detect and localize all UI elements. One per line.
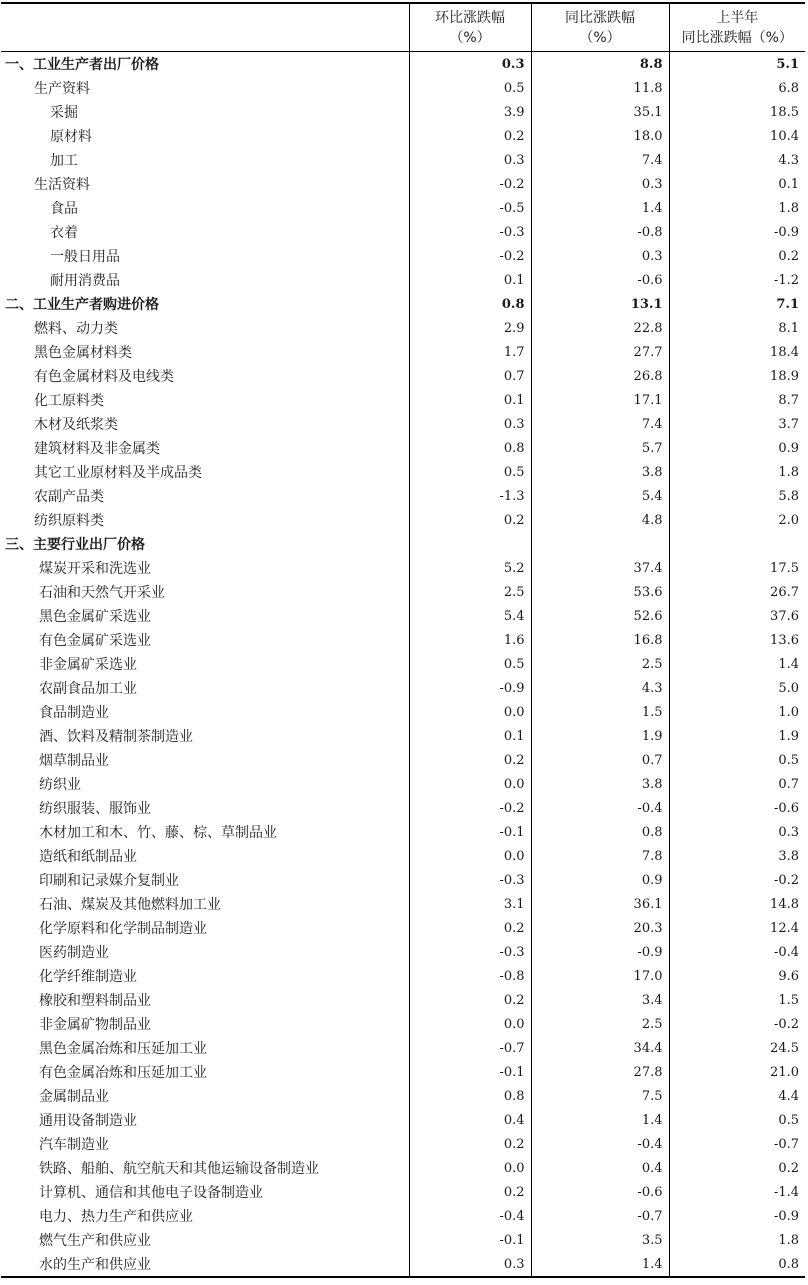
cell-half-year-yoy: 0.5 xyxy=(669,748,805,772)
table-row xyxy=(1,1228,805,1252)
cell-year-on-year: -0.7 xyxy=(531,1204,669,1228)
table-row xyxy=(1,676,805,700)
cell-month-on-month: 0.0 xyxy=(409,844,531,868)
table-row xyxy=(1,268,805,292)
cell-year-on-year: 53.6 xyxy=(531,580,669,604)
cell-year-on-year: 1.4 xyxy=(531,1108,669,1132)
row-label: 橡胶和塑料制品业 xyxy=(39,993,151,1009)
cell-month-on-month: 0.2 xyxy=(409,124,531,148)
table-row xyxy=(1,340,805,364)
cell-month-on-month: -0.4 xyxy=(409,1204,531,1228)
price-index-table-container xyxy=(1,2,807,1278)
row-label: 耐用消费品 xyxy=(50,273,120,289)
cell-year-on-year: -0.4 xyxy=(531,796,669,820)
header-ytd-line-1: 上半年 xyxy=(716,9,759,26)
row-label: 水的生产和供应业 xyxy=(39,1257,151,1273)
cell-half-year-yoy: 7.1 xyxy=(669,292,805,316)
row-label: 通用设备制造业 xyxy=(39,1113,137,1129)
cell-year-on-year: 7.8 xyxy=(531,844,669,868)
table-row xyxy=(1,100,805,124)
header-yoy-line-1: 同比涨跌幅 xyxy=(565,9,635,26)
cell-month-on-month: 0.1 xyxy=(409,268,531,292)
cell-month-on-month: -0.1 xyxy=(409,820,531,844)
cell-year-on-year: -0.4 xyxy=(531,1132,669,1156)
row-label: 二、工业生产者购进价格 xyxy=(5,297,159,313)
table-row xyxy=(1,412,805,436)
cell-month-on-month: 0.4 xyxy=(409,1108,531,1132)
cell-half-year-yoy: -0.9 xyxy=(669,220,805,244)
cell-month-on-month: -0.2 xyxy=(409,172,531,196)
cell-year-on-year: 1.4 xyxy=(531,196,669,220)
row-label: 食品制造业 xyxy=(39,705,109,721)
cell-month-on-month: 0.0 xyxy=(409,700,531,724)
header-year-on-year xyxy=(531,3,669,52)
cell-half-year-yoy: 21.0 xyxy=(669,1060,805,1084)
cell-half-year-yoy: 13.6 xyxy=(669,628,805,652)
header-month-on-month xyxy=(409,3,531,52)
cell-month-on-month: 0.0 xyxy=(409,1012,531,1036)
row-label: 其它工业原材料及半成品类 xyxy=(34,465,202,481)
row-label: 生活资料 xyxy=(34,177,90,193)
row-label: 纺织原料类 xyxy=(34,513,104,529)
table-row xyxy=(1,220,805,244)
cell-half-year-yoy: 0.7 xyxy=(669,772,805,796)
row-label: 一般日用品 xyxy=(50,249,120,265)
section-row xyxy=(1,292,805,316)
table-row xyxy=(1,940,805,964)
cell-half-year-yoy: 4.3 xyxy=(669,148,805,172)
table-row xyxy=(1,604,805,628)
row-label: 非金属矿采选业 xyxy=(39,657,137,673)
table-row xyxy=(1,460,805,484)
cell-month-on-month: 2.5 xyxy=(409,580,531,604)
cell-month-on-month: 0.3 xyxy=(409,1252,531,1277)
row-label: 一、工业生产者出厂价格 xyxy=(5,57,159,73)
row-label: 化工原料类 xyxy=(34,393,104,409)
header-yoy-line-2: （%） xyxy=(579,29,621,46)
table-row xyxy=(1,700,805,724)
table-header xyxy=(1,3,805,52)
cell-year-on-year: 5.7 xyxy=(531,436,669,460)
row-label: 农副食品加工业 xyxy=(39,681,137,697)
cell-month-on-month: -0.1 xyxy=(409,1060,531,1084)
cell-year-on-year: 8.8 xyxy=(531,52,669,77)
cell-half-year-yoy: 8.7 xyxy=(669,388,805,412)
cell-month-on-month: 0.2 xyxy=(409,916,531,940)
table-row xyxy=(1,772,805,796)
cell-half-year-yoy: 1.8 xyxy=(669,460,805,484)
cell-half-year-yoy: 37.6 xyxy=(669,604,805,628)
cell-half-year-yoy: 1.4 xyxy=(669,652,805,676)
cell-month-on-month: 0.2 xyxy=(409,748,531,772)
row-label: 食品 xyxy=(50,201,78,217)
cell-year-on-year: 3.5 xyxy=(531,1228,669,1252)
cell-year-on-year: -0.6 xyxy=(531,268,669,292)
table-row xyxy=(1,1036,805,1060)
cell-month-on-month: -0.3 xyxy=(409,868,531,892)
table-row xyxy=(1,964,805,988)
table-row xyxy=(1,388,805,412)
cell-half-year-yoy: 24.5 xyxy=(669,1036,805,1060)
cell-month-on-month: 5.2 xyxy=(409,556,531,580)
cell-month-on-month: 1.7 xyxy=(409,340,531,364)
cell-month-on-month: -0.2 xyxy=(409,796,531,820)
cell-year-on-year: 7.4 xyxy=(531,148,669,172)
cell-half-year-yoy: 12.4 xyxy=(669,916,805,940)
cell-half-year-yoy: -0.4 xyxy=(669,940,805,964)
cell-month-on-month: -0.3 xyxy=(409,220,531,244)
row-label: 医药制造业 xyxy=(39,945,109,961)
row-label: 酒、饮料及精制茶制造业 xyxy=(39,729,193,745)
table-row xyxy=(1,316,805,340)
row-label: 石油、煤炭及其他燃料加工业 xyxy=(39,897,221,913)
cell-half-year-yoy: 1.8 xyxy=(669,1228,805,1252)
cell-month-on-month: 0.5 xyxy=(409,76,531,100)
cell-year-on-year: 11.8 xyxy=(531,76,669,100)
cell-half-year-yoy: 1.0 xyxy=(669,700,805,724)
cell-half-year-yoy: 0.5 xyxy=(669,1108,805,1132)
cell-half-year-yoy: -0.2 xyxy=(669,868,805,892)
cell-month-on-month: 0.1 xyxy=(409,388,531,412)
table-row xyxy=(1,172,805,196)
cell-month-on-month: -0.3 xyxy=(409,940,531,964)
cell-year-on-year: 35.1 xyxy=(531,100,669,124)
cell-month-on-month: 0.2 xyxy=(409,508,531,532)
header-mom-line-1: 环比涨跌幅 xyxy=(435,9,505,26)
cell-year-on-year: 0.8 xyxy=(531,820,669,844)
table-row xyxy=(1,1084,805,1108)
cell-half-year-yoy: 1.5 xyxy=(669,988,805,1012)
cell-year-on-year: 0.3 xyxy=(531,172,669,196)
cell-year-on-year: -0.6 xyxy=(531,1180,669,1204)
header-item-name xyxy=(1,3,409,52)
cell-half-year-yoy: 5.8 xyxy=(669,484,805,508)
row-label: 木材及纸浆类 xyxy=(34,417,118,433)
row-label: 加工 xyxy=(50,153,78,169)
cell-month-on-month: 0.8 xyxy=(409,1084,531,1108)
row-label: 化学纤维制造业 xyxy=(39,969,137,985)
cell-year-on-year: 1.5 xyxy=(531,700,669,724)
row-label: 印刷和记录媒介复制业 xyxy=(39,873,179,889)
cell-year-on-year: 27.8 xyxy=(531,1060,669,1084)
row-label: 生产资料 xyxy=(34,81,90,97)
table-row xyxy=(1,1060,805,1084)
cell-year-on-year: 37.4 xyxy=(531,556,669,580)
cell-month-on-month: 3.1 xyxy=(409,892,531,916)
cell-year-on-year: 3.4 xyxy=(531,988,669,1012)
cell-half-year-yoy: 18.4 xyxy=(669,340,805,364)
table-row xyxy=(1,484,805,508)
table-row xyxy=(1,844,805,868)
cell-half-year-yoy: -1.2 xyxy=(669,268,805,292)
cell-month-on-month: -0.1 xyxy=(409,1228,531,1252)
cell-half-year-yoy: 26.7 xyxy=(669,580,805,604)
row-label: 化学原料和化学制品制造业 xyxy=(39,921,207,937)
cell-half-year-yoy: 5.1 xyxy=(669,52,805,77)
cell-half-year-yoy: 18.5 xyxy=(669,100,805,124)
cell-month-on-month: 0.5 xyxy=(409,652,531,676)
cell-year-on-year: 3.8 xyxy=(531,460,669,484)
table-row xyxy=(1,244,805,268)
cell-half-year-yoy: 1.8 xyxy=(669,196,805,220)
row-label: 石油和天然气开采业 xyxy=(39,585,165,601)
row-label: 铁路、船舶、航空航天和其他运输设备制造业 xyxy=(39,1161,319,1177)
header-half-year-yoy xyxy=(669,3,805,52)
cell-half-year-yoy: 4.4 xyxy=(669,1084,805,1108)
row-label: 建筑材料及非金属类 xyxy=(34,441,160,457)
cell-year-on-year: -0.9 xyxy=(531,940,669,964)
cell-month-on-month: 0.2 xyxy=(409,988,531,1012)
cell-year-on-year: 22.8 xyxy=(531,316,669,340)
cell-year-on-year: 2.5 xyxy=(531,1012,669,1036)
table-row xyxy=(1,1252,805,1277)
cell-month-on-month: 0.8 xyxy=(409,436,531,460)
table-row xyxy=(1,580,805,604)
row-label: 有色金属矿采选业 xyxy=(39,633,151,649)
cell-month-on-month: -0.9 xyxy=(409,676,531,700)
cell-half-year-yoy: 0.2 xyxy=(669,1156,805,1180)
cell-year-on-year: -0.8 xyxy=(531,220,669,244)
cell-month-on-month: 0.2 xyxy=(409,1180,531,1204)
section-row xyxy=(1,52,805,77)
table-row xyxy=(1,1204,805,1228)
price-index-table xyxy=(1,2,805,1278)
cell-month-on-month: 0.3 xyxy=(409,412,531,436)
table-row xyxy=(1,196,805,220)
cell-half-year-yoy xyxy=(669,532,805,556)
row-label: 烟草制品业 xyxy=(39,753,109,769)
cell-half-year-yoy: -1.4 xyxy=(669,1180,805,1204)
cell-month-on-month: 5.4 xyxy=(409,604,531,628)
cell-month-on-month: 0.5 xyxy=(409,460,531,484)
cell-month-on-month xyxy=(409,532,531,556)
cell-month-on-month: -1.3 xyxy=(409,484,531,508)
row-label: 黑色金属矿采选业 xyxy=(39,609,151,625)
row-label: 造纸和纸制品业 xyxy=(39,849,137,865)
cell-month-on-month: 0.8 xyxy=(409,292,531,316)
cell-month-on-month: 0.7 xyxy=(409,364,531,388)
cell-year-on-year: 7.4 xyxy=(531,412,669,436)
cell-year-on-year: 20.3 xyxy=(531,916,669,940)
cell-half-year-yoy: 2.0 xyxy=(669,508,805,532)
cell-year-on-year: 1.4 xyxy=(531,1252,669,1277)
table-row xyxy=(1,892,805,916)
row-label: 纺织业 xyxy=(39,777,81,793)
row-label: 金属制品业 xyxy=(39,1089,109,1105)
cell-year-on-year: 26.8 xyxy=(531,364,669,388)
table-row xyxy=(1,748,805,772)
cell-month-on-month: 0.3 xyxy=(409,148,531,172)
cell-half-year-yoy: 0.8 xyxy=(669,1252,805,1277)
cell-half-year-yoy: 9.6 xyxy=(669,964,805,988)
table-row xyxy=(1,724,805,748)
cell-month-on-month: 0.1 xyxy=(409,724,531,748)
cell-half-year-yoy: 6.8 xyxy=(669,76,805,100)
cell-year-on-year: 36.1 xyxy=(531,892,669,916)
cell-half-year-yoy: -0.2 xyxy=(669,1012,805,1036)
cell-year-on-year: 4.3 xyxy=(531,676,669,700)
table-row xyxy=(1,364,805,388)
table-row xyxy=(1,1132,805,1156)
cell-month-on-month: -0.7 xyxy=(409,1036,531,1060)
table-row xyxy=(1,148,805,172)
row-label: 电力、热力生产和供应业 xyxy=(39,1209,193,1225)
table-row xyxy=(1,1180,805,1204)
section-row xyxy=(1,532,805,556)
cell-year-on-year: 0.7 xyxy=(531,748,669,772)
row-label: 汽车制造业 xyxy=(39,1137,109,1153)
cell-year-on-year: 18.0 xyxy=(531,124,669,148)
header-row xyxy=(1,3,805,52)
cell-year-on-year: 52.6 xyxy=(531,604,669,628)
cell-year-on-year: 2.5 xyxy=(531,652,669,676)
cell-half-year-yoy: 17.5 xyxy=(669,556,805,580)
cell-year-on-year: 16.8 xyxy=(531,628,669,652)
cell-year-on-year: 5.4 xyxy=(531,484,669,508)
cell-year-on-year: 27.7 xyxy=(531,340,669,364)
cell-month-on-month: -0.2 xyxy=(409,244,531,268)
cell-half-year-yoy: -0.6 xyxy=(669,796,805,820)
table-row xyxy=(1,76,805,100)
cell-year-on-year: 3.8 xyxy=(531,772,669,796)
row-label: 煤炭开采和洗选业 xyxy=(39,561,151,577)
cell-half-year-yoy: 3.7 xyxy=(669,412,805,436)
table-row xyxy=(1,1108,805,1132)
row-label: 有色金属冶炼和压延加工业 xyxy=(39,1065,207,1081)
table-row xyxy=(1,1012,805,1036)
cell-half-year-yoy: 0.2 xyxy=(669,244,805,268)
cell-half-year-yoy: 0.1 xyxy=(669,172,805,196)
cell-half-year-yoy: -0.7 xyxy=(669,1132,805,1156)
row-label: 采掘 xyxy=(50,105,78,121)
cell-half-year-yoy: 3.8 xyxy=(669,844,805,868)
table-row xyxy=(1,868,805,892)
cell-year-on-year: 34.4 xyxy=(531,1036,669,1060)
row-label: 燃气生产和供应业 xyxy=(39,1233,151,1249)
row-label: 燃料、动力类 xyxy=(34,321,118,337)
cell-year-on-year: 4.8 xyxy=(531,508,669,532)
cell-year-on-year: 1.9 xyxy=(531,724,669,748)
cell-half-year-yoy: 1.9 xyxy=(669,724,805,748)
cell-half-year-yoy: 0.9 xyxy=(669,436,805,460)
cell-month-on-month: -0.8 xyxy=(409,964,531,988)
header-ytd-line-2: 同比涨跌幅（%） xyxy=(681,29,793,46)
cell-year-on-year xyxy=(531,532,669,556)
row-label: 农副产品类 xyxy=(34,489,104,505)
table-body xyxy=(1,52,805,1278)
row-label: 黑色金属材料类 xyxy=(34,345,132,361)
cell-half-year-yoy: 10.4 xyxy=(669,124,805,148)
cell-month-on-month: -0.5 xyxy=(409,196,531,220)
cell-year-on-year: 0.3 xyxy=(531,244,669,268)
table-row xyxy=(1,796,805,820)
table-row xyxy=(1,916,805,940)
cell-year-on-year: 7.5 xyxy=(531,1084,669,1108)
row-label: 黑色金属冶炼和压延加工业 xyxy=(39,1041,207,1057)
table-row xyxy=(1,556,805,580)
cell-month-on-month: 1.6 xyxy=(409,628,531,652)
cell-year-on-year: 17.0 xyxy=(531,964,669,988)
table-row xyxy=(1,436,805,460)
header-mom-line-2: （%） xyxy=(449,29,491,46)
row-label: 木材加工和木、竹、藤、棕、草制品业 xyxy=(39,825,277,841)
cell-year-on-year: 17.1 xyxy=(531,388,669,412)
table-row xyxy=(1,508,805,532)
cell-half-year-yoy: 14.8 xyxy=(669,892,805,916)
cell-year-on-year: 0.4 xyxy=(531,1156,669,1180)
cell-month-on-month: 2.9 xyxy=(409,316,531,340)
cell-month-on-month: 0.2 xyxy=(409,1132,531,1156)
cell-year-on-year: 13.1 xyxy=(531,292,669,316)
cell-half-year-yoy: 18.9 xyxy=(669,364,805,388)
table-row xyxy=(1,652,805,676)
cell-half-year-yoy: 8.1 xyxy=(669,316,805,340)
row-label: 计算机、通信和其他电子设备制造业 xyxy=(39,1185,263,1201)
table-row xyxy=(1,124,805,148)
cell-half-year-yoy: -0.9 xyxy=(669,1204,805,1228)
cell-half-year-yoy: 0.3 xyxy=(669,820,805,844)
row-label: 三、主要行业出厂价格 xyxy=(5,537,145,553)
cell-month-on-month: 0.0 xyxy=(409,772,531,796)
table-row xyxy=(1,820,805,844)
table-row xyxy=(1,1156,805,1180)
row-label: 非金属矿物制品业 xyxy=(39,1017,151,1033)
row-label: 原材料 xyxy=(50,129,92,145)
cell-month-on-month: 0.0 xyxy=(409,1156,531,1180)
cell-half-year-yoy: 5.0 xyxy=(669,676,805,700)
cell-month-on-month: 3.9 xyxy=(409,100,531,124)
row-label: 衣着 xyxy=(50,225,78,241)
row-label: 纺织服装、服饰业 xyxy=(39,801,151,817)
row-label: 有色金属材料及电线类 xyxy=(34,369,174,385)
table-row xyxy=(1,628,805,652)
cell-month-on-month: 0.3 xyxy=(409,52,531,77)
table-row xyxy=(1,988,805,1012)
cell-year-on-year: 0.9 xyxy=(531,868,669,892)
